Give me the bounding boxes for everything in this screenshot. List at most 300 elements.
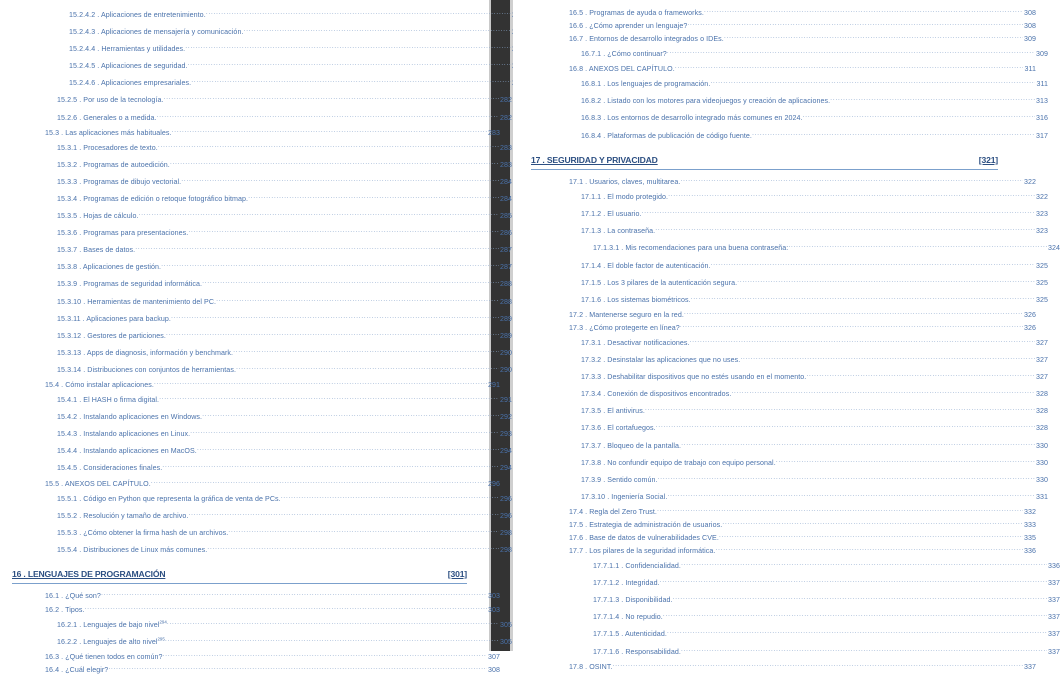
toc-entry[interactable] bbox=[531, 532, 1036, 545]
toc-leader-dots bbox=[613, 662, 1023, 669]
toc-leader-dots bbox=[85, 605, 487, 612]
toc-entry-page-number: 303 bbox=[487, 592, 500, 601]
toc-entry-label: 17.3 . ¿Cómo protegerte en línea? bbox=[569, 323, 680, 332]
toc-entry-label: 17.1.3 . La contraseña. bbox=[581, 227, 656, 236]
toc-entry-label: 17.1.6 . Los sistemas biométricos. bbox=[581, 295, 691, 304]
toc-leader-dots bbox=[233, 348, 499, 355]
toc-entry-page-number: 337 bbox=[1047, 630, 1060, 639]
toc-entry-page-number: 283 bbox=[499, 143, 512, 152]
toc-entry-label: 15.2.4.3 . Aplicaciones de mensajería y comunicación. bbox=[69, 28, 244, 37]
toc-leader-dots bbox=[737, 278, 1035, 285]
toc-entry-group-right-top bbox=[531, 7, 1048, 145]
toc-entry-label: 15.3.8 . Aplicaciones de gestión. bbox=[57, 263, 162, 272]
toc-entry-page-number: 324 bbox=[1047, 244, 1060, 253]
toc-leader-dots bbox=[190, 429, 499, 436]
toc-entry[interactable] bbox=[531, 309, 1036, 322]
toc-leader-dots bbox=[207, 545, 499, 552]
toc-entry[interactable] bbox=[531, 519, 1036, 532]
toc-entry-label: 15.3.1 . Procesadores de texto. bbox=[57, 143, 158, 152]
toc-leader-dots bbox=[157, 113, 499, 120]
toc-entry-page-number: 316 bbox=[1035, 114, 1048, 123]
toc-entry-page-number: 325 bbox=[1035, 278, 1048, 287]
toc-leader-dots bbox=[151, 479, 487, 486]
toc-entry-page-number: 287 bbox=[499, 263, 512, 272]
toc-entry[interactable] bbox=[12, 191, 512, 208]
toc-entry-page-number: 296 bbox=[499, 494, 512, 503]
toc-entry[interactable] bbox=[12, 259, 512, 276]
toc-entry[interactable] bbox=[12, 140, 512, 157]
toc-entry[interactable] bbox=[531, 110, 1048, 127]
toc-entry[interactable] bbox=[531, 292, 1048, 309]
toc-entry-page-number: 336 bbox=[1047, 562, 1060, 571]
toc-leader-dots bbox=[776, 458, 1035, 465]
toc-entry-page-number: 298 bbox=[499, 528, 512, 537]
toc-entry[interactable] bbox=[531, 258, 1048, 275]
toc-leader-dots bbox=[667, 492, 1035, 499]
toc-leader-dots bbox=[663, 612, 1047, 619]
toc-entry[interactable] bbox=[12, 491, 512, 508]
toc-entry-label: 17.1.5 . Los 3 pilares de la autenticación segura. bbox=[581, 278, 738, 287]
toc-entry-label: 16.8.4 . Plataformas de publicación de código fuente. bbox=[581, 131, 752, 140]
toc-leader-dots bbox=[830, 96, 1035, 103]
toc-entry-label: 17.7.1.6 . Responsabilidad. bbox=[593, 647, 681, 656]
toc-leader-dots bbox=[108, 665, 487, 672]
toc-leader-dots bbox=[667, 49, 1035, 56]
toc-right-column bbox=[531, 7, 1060, 674]
toc-entry-label: 17.2 . Mantenerse seguro en la red. bbox=[569, 310, 684, 319]
toc-entry-label: 15.4 . Cómo instalar aplicaciones. bbox=[45, 381, 154, 390]
toc-entry-label: 17.3.7 . Bloqueo de la pantalla. bbox=[581, 441, 682, 450]
toc-entry[interactable] bbox=[12, 276, 512, 293]
toc-entry-page-number: 330 bbox=[1035, 475, 1048, 484]
toc-leader-dots bbox=[752, 131, 1035, 138]
toc-entry-page-number: 336 bbox=[1023, 547, 1036, 556]
toc-left-column bbox=[12, 7, 512, 677]
toc-entry-label: 15.4.4 . Instalando aplicaciones en MacOS. bbox=[57, 447, 197, 456]
toc-entry[interactable] bbox=[531, 644, 1060, 661]
toc-entry-label: 15.3.13 . Apps de diagnosis, información y benchmark. bbox=[57, 348, 234, 357]
toc-entry[interactable] bbox=[531, 176, 1036, 189]
toc-entry[interactable] bbox=[531, 438, 1048, 455]
toc-entry-label: 17.7.1.1 . Confidencialidad. bbox=[593, 562, 681, 571]
toc-entry-label: 16.7 . Entornos de desarrollo integrados o IDEs. bbox=[569, 35, 724, 44]
toc-entry-page-number: 303 bbox=[487, 605, 500, 614]
toc-entry-page-number: 288 bbox=[499, 297, 512, 306]
toc-entry-page-number: 283 bbox=[499, 160, 512, 169]
toc-entry[interactable] bbox=[531, 661, 1036, 674]
toc-entry-label: 15.2.4.4 . Herramientas y utilidades. bbox=[69, 45, 186, 54]
toc-entry[interactable] bbox=[531, 76, 1048, 93]
toc-entry-page-number: 289 bbox=[499, 331, 512, 340]
toc-entry[interactable] bbox=[531, 93, 1048, 110]
toc-entry-label: 15.3.9 . Programas de seguridad informática. bbox=[57, 280, 203, 289]
toc-entry-label: 17.1.3.1 . Mis recomendaciones para una buena contraseña: bbox=[593, 244, 789, 253]
toc-entry-label: 16.7.1 . ¿Cómo continuar? bbox=[581, 50, 667, 59]
toc-entry-label: 16.2.1 . Lenguajes de bajo nivel$^{294}$ bbox=[57, 619, 167, 629]
toc-entry[interactable] bbox=[531, 489, 1048, 506]
toc-entry-page-number: 285 bbox=[499, 212, 512, 221]
toc-entry[interactable] bbox=[531, 420, 1048, 437]
toc-leader-dots bbox=[655, 226, 1035, 233]
toc-entry[interactable] bbox=[12, 478, 500, 491]
toc-leader-dots bbox=[158, 143, 499, 150]
toc-entry-page-number: 284 bbox=[499, 194, 512, 203]
toc-entry-page-number: 328 bbox=[1035, 390, 1048, 399]
toc-entry-page-number: 325 bbox=[1035, 295, 1048, 304]
toc-entry-page-number: 326 bbox=[1023, 310, 1036, 319]
toc-leader-dots bbox=[724, 34, 1023, 41]
toc-entry-page-number: 291 bbox=[487, 381, 500, 390]
toc-entry-label: 16.5 . Programas de ayuda o frameworks. bbox=[569, 9, 704, 17]
chapter-heading-16[interactable] bbox=[12, 567, 467, 585]
toc-entry-label: 17.3.1 . Desactivar notificaciones. bbox=[581, 338, 690, 347]
toc-leader-dots bbox=[660, 578, 1047, 585]
toc-entry[interactable] bbox=[12, 157, 512, 174]
chapter-heading-17-title: 17 . SEGURIDAD Y PRIVACIDAD bbox=[531, 154, 658, 165]
toc-leader-dots bbox=[171, 314, 499, 321]
toc-entry-label: 15.3.6 . Programas para presentaciones. bbox=[57, 229, 189, 238]
toc-entry-page-number: 337 bbox=[1047, 596, 1060, 605]
toc-entry-label: 16.2.2 . Lenguajes de alto nivel$^{295}$ bbox=[57, 636, 165, 646]
toc-entry-page-number: 283 bbox=[487, 128, 500, 137]
toc-entry-label: 17.7.1.3 . Disponibilidad. bbox=[593, 596, 673, 605]
toc-entry-page-number: 296 bbox=[499, 511, 512, 520]
toc-entry-page-number: 290 bbox=[499, 348, 512, 357]
toc-leader-dots bbox=[680, 323, 1023, 330]
toc-entry-page-number: 308 bbox=[487, 665, 500, 674]
toc-entry-label: 17.3.2 . Desinstalar las aplicaciones que no uses. bbox=[581, 356, 741, 365]
footnote-marker[interactable]: 295 bbox=[157, 636, 165, 642]
toc-entry[interactable] bbox=[12, 590, 500, 603]
toc-entry-page-number: 284 bbox=[499, 177, 512, 186]
toc-entry-page-number: 322 bbox=[1023, 178, 1036, 187]
toc-entry-label: 17.7.1.2 . Integridad. bbox=[593, 579, 660, 588]
toc-entry-label: 16.8.3 . Los entornos de desarrollo integrado más comunes en 2024. bbox=[581, 114, 803, 123]
toc-entry[interactable] bbox=[531, 20, 1036, 33]
toc-leader-dots bbox=[170, 160, 499, 167]
toc-entry-label: 15.3.4 . Programas de edición o retoque fotográfico bitmap. bbox=[57, 194, 249, 203]
toc-leader-dots bbox=[690, 338, 1035, 345]
toc-entry-page-number: 287 bbox=[499, 246, 512, 255]
toc-entry-group-left-bottom bbox=[12, 590, 512, 676]
toc-leader-dots bbox=[185, 44, 511, 51]
toc-leader-dots bbox=[667, 629, 1047, 636]
toc-leader-dots bbox=[710, 79, 1035, 86]
toc-entry-label: 15.3 . Las aplicaciones más habituales. bbox=[45, 128, 172, 137]
toc-leader-dots bbox=[722, 520, 1023, 527]
toc-entry[interactable] bbox=[531, 322, 1036, 335]
toc-leader-dots bbox=[228, 528, 499, 535]
toc-leader-dots bbox=[658, 475, 1035, 482]
toc-entry[interactable] bbox=[12, 242, 512, 259]
toc-leader-dots bbox=[206, 10, 511, 17]
chapter-heading-16-page: [301] bbox=[447, 568, 467, 579]
chapter-heading-16-title: 16 . LENGUAJES DE PROGRAMACIÓN bbox=[12, 568, 166, 579]
toc-entry[interactable] bbox=[531, 240, 1060, 257]
toc-leader-dots bbox=[668, 192, 1035, 199]
toc-entry-label: 16.3 . ¿Qué tienen todos en común? bbox=[45, 652, 163, 661]
toc-leader-dots bbox=[704, 8, 1023, 15]
toc-entry[interactable] bbox=[531, 403, 1048, 420]
toc-entry-page-number: 327 bbox=[1035, 373, 1048, 382]
toc-entry[interactable] bbox=[12, 294, 512, 311]
toc-entry[interactable] bbox=[12, 174, 512, 191]
toc-entry[interactable] bbox=[531, 369, 1048, 386]
toc-entry-label: 17.7 . Los pilares de la seguridad informática. bbox=[569, 547, 716, 556]
toc-entry-label: 17.4 . Regla del Zero Trust. bbox=[569, 507, 657, 516]
toc-entry-page-number: 322 bbox=[1035, 193, 1048, 202]
toc-entry-page-number: 328 bbox=[1035, 424, 1048, 433]
toc-entry[interactable] bbox=[531, 206, 1048, 223]
toc-entry-label: 17.6 . Base de datos de vulnerabilidades CVE. bbox=[569, 533, 719, 542]
toc-entry-label: 16.8.1 . Los lenguajes de programación. bbox=[581, 80, 711, 89]
toc-entry-page-number: 307 bbox=[487, 652, 500, 661]
toc-entry[interactable] bbox=[12, 225, 512, 242]
toc-entry-label: 15.2.4.5 . Aplicaciones de seguridad. bbox=[69, 62, 188, 71]
toc-leader-dots bbox=[139, 211, 499, 218]
toc-entry[interactable] bbox=[12, 328, 512, 345]
toc-entry-label: 16.4 . ¿Cuál elegir? bbox=[45, 665, 109, 674]
toc-leader-dots bbox=[687, 21, 1023, 28]
toc-entry[interactable] bbox=[531, 223, 1048, 240]
toc-leader-dots bbox=[681, 647, 1047, 654]
toc-entry[interactable] bbox=[12, 392, 512, 409]
toc-entry-page-number: 305 bbox=[499, 620, 512, 629]
toc-entry[interactable] bbox=[12, 311, 512, 328]
toc-leader-dots bbox=[159, 395, 499, 402]
toc-leader-dots bbox=[165, 637, 499, 644]
toc-entry-label: 15.3.14 . Distribuciones con conjuntos de herramientas. bbox=[57, 365, 236, 374]
toc-entry[interactable] bbox=[12, 41, 524, 58]
chapter-heading-17[interactable] bbox=[531, 153, 998, 171]
toc-entry-label: 17.3.5 . El antivirus. bbox=[581, 407, 645, 416]
toc-leader-dots bbox=[244, 27, 511, 34]
toc-entry[interactable] bbox=[12, 664, 500, 677]
toc-leader-dots bbox=[191, 78, 511, 85]
toc-entry-label: 15.5.1 . Código en Python que representa la gráfica de venta de PCs. bbox=[57, 494, 281, 503]
toc-entry[interactable] bbox=[12, 58, 524, 75]
toc-entry[interactable] bbox=[12, 75, 524, 92]
toc-entry-label: 16.6 . ¿Cómo aprender un lenguaje? bbox=[569, 22, 688, 31]
toc-entry[interactable] bbox=[12, 604, 500, 617]
toc-entry[interactable] bbox=[12, 345, 512, 362]
toc-leader-dots bbox=[216, 297, 499, 304]
toc-entry[interactable] bbox=[531, 609, 1060, 626]
toc-entry-label: 15.3.7 . Bases de datos. bbox=[57, 246, 136, 255]
toc-entry-label: 15.3.5 . Hojas de cálculo. bbox=[57, 212, 139, 221]
toc-leader-dots bbox=[154, 380, 487, 387]
toc-entry-label: 15.3.11 . Aplicaciones para backup. bbox=[57, 314, 171, 323]
toc-leader-dots bbox=[181, 177, 499, 184]
toc-leader-dots bbox=[161, 262, 499, 269]
toc-entry[interactable] bbox=[12, 542, 512, 559]
toc-entry-label: 17.3.4 . Conexión de dispositivos encontrados. bbox=[581, 390, 732, 399]
toc-leader-dots bbox=[656, 423, 1035, 430]
toc-entry[interactable] bbox=[12, 508, 512, 525]
toc-entry-page-number: 311 bbox=[1024, 65, 1036, 74]
toc-entry-page-number: 335 bbox=[1023, 533, 1036, 542]
toc-entry-label: 15.2.4.6 . Aplicaciones empresariales. bbox=[69, 79, 192, 88]
toc-entry-page-number: 330 bbox=[1035, 441, 1048, 450]
toc-leader-dots bbox=[188, 511, 499, 518]
toc-entry[interactable] bbox=[12, 426, 512, 443]
toc-entry[interactable] bbox=[12, 7, 524, 24]
toc-entry-label: 15.2.5 . Por uso de la tecnología. bbox=[57, 96, 164, 105]
toc-entry-page-number: 293 bbox=[499, 430, 512, 439]
toc-leader-dots bbox=[162, 463, 499, 470]
left-page bbox=[0, 0, 512, 674]
toc-leader-dots bbox=[197, 446, 499, 453]
toc-entry-label: 15.4.1 . El HASH o firma digital. bbox=[57, 396, 160, 405]
toc-leader-dots bbox=[788, 243, 1047, 250]
toc-entry[interactable] bbox=[12, 651, 500, 664]
toc-leader-dots bbox=[164, 95, 499, 102]
toc-entry[interactable] bbox=[531, 386, 1048, 403]
toc-entry-label: 15.4.2 . Instalando aplicaciones en Windows. bbox=[57, 413, 203, 422]
toc-entry-page-number: 308 bbox=[1023, 9, 1036, 17]
toc-entry[interactable] bbox=[12, 362, 512, 379]
toc-entry-label: 15.4.5 . Consideraciones finales. bbox=[57, 464, 163, 473]
toc-entry-page-number: 288 bbox=[499, 280, 512, 289]
toc-entry[interactable] bbox=[531, 33, 1036, 46]
toc-entry[interactable] bbox=[12, 460, 512, 477]
toc-entry[interactable] bbox=[531, 626, 1060, 643]
toc-entry-label: 16.2 . Tipos. bbox=[45, 605, 85, 614]
toc-entry[interactable] bbox=[531, 128, 1048, 145]
toc-entry-page-number: 331 bbox=[1035, 492, 1048, 501]
toc-entry[interactable] bbox=[12, 409, 512, 426]
toc-entry[interactable] bbox=[12, 127, 500, 140]
toc-entry-label: 15.2.6 . Generales o a medida. bbox=[57, 113, 157, 122]
toc-leader-dots bbox=[806, 372, 1035, 379]
toc-entry-page-number: 309 bbox=[1023, 35, 1036, 44]
toc-leader-dots bbox=[236, 365, 499, 372]
toc-leader-dots bbox=[135, 245, 499, 252]
toc-entry[interactable] bbox=[12, 24, 524, 41]
toc-entry-page-number: 286 bbox=[499, 229, 512, 238]
toc-entry[interactable] bbox=[12, 443, 512, 460]
footnote-marker[interactable]: 294 bbox=[159, 619, 167, 625]
toc-entry-label: 17.3.6 . El cortafuegos. bbox=[581, 424, 656, 433]
toc-entry[interactable] bbox=[531, 558, 1060, 575]
toc-entry[interactable] bbox=[12, 379, 500, 392]
toc-leader-dots bbox=[163, 652, 487, 659]
toc-entry-label: 15.3.2 . Programas de autoedición. bbox=[57, 160, 170, 169]
toc-leader-dots bbox=[740, 355, 1035, 362]
toc-leader-dots bbox=[657, 507, 1023, 514]
toc-leader-dots bbox=[691, 295, 1035, 302]
toc-leader-dots bbox=[202, 279, 499, 286]
toc-entry-page-number: 337 bbox=[1047, 647, 1060, 656]
toc-entry-label: 15.3.12 . Gestores de particiones. bbox=[57, 331, 166, 340]
toc-entry-page-number: 337 bbox=[1047, 579, 1060, 588]
toc-entry[interactable] bbox=[531, 592, 1060, 609]
toc-entry[interactable] bbox=[531, 275, 1048, 292]
toc-entry[interactable] bbox=[12, 525, 512, 542]
toc-entry[interactable] bbox=[531, 189, 1048, 206]
toc-leader-dots bbox=[711, 261, 1035, 268]
toc-entry-page-number: 337 bbox=[1047, 613, 1060, 622]
toc-entry-page-number: 298 bbox=[499, 545, 512, 554]
toc-entry-label: 15.2.4.2 . Aplicaciones de entretenimiento. bbox=[69, 11, 206, 19]
toc-entry[interactable] bbox=[12, 208, 512, 225]
toc-leader-dots bbox=[803, 113, 1035, 120]
toc-entry-page-number: 326 bbox=[1023, 323, 1036, 332]
toc-entry-label: 15.3.3 . Programas de dibujo vectorial. bbox=[57, 177, 182, 186]
toc-entry[interactable] bbox=[12, 92, 512, 109]
toc-entry-page-number: 282 bbox=[499, 113, 512, 122]
toc-leader-dots bbox=[680, 177, 1023, 184]
toc-entry-label: 16.1 . ¿Qué son? bbox=[45, 592, 101, 601]
toc-entry-page-number: 330 bbox=[1035, 458, 1048, 467]
toc-entry[interactable] bbox=[12, 110, 512, 127]
toc-leader-dots bbox=[202, 412, 499, 419]
toc-entry-group-right-bottom bbox=[531, 176, 1060, 674]
toc-entry-page-number: 325 bbox=[1035, 261, 1048, 270]
toc-entry-page-number: 323 bbox=[1035, 227, 1048, 236]
toc-entry-label: 17.3.3 . Deshabilitar dispositivos que no estés usando en el momento. bbox=[581, 373, 807, 382]
toc-entry[interactable] bbox=[531, 455, 1048, 472]
toc-leader-dots bbox=[167, 620, 499, 627]
toc-entry-label: 15.3.10 . Herramientas de mantenimiento del PC. bbox=[57, 297, 217, 306]
toc-entry-page-number: 333 bbox=[1023, 520, 1036, 529]
toc-entry-page-number: 317 bbox=[1035, 131, 1048, 140]
toc-entry-label: 15.5 . ANEXOS DEL CAPÍTULO. bbox=[45, 479, 151, 488]
toc-entry[interactable] bbox=[531, 46, 1048, 63]
toc-entry-label: 15.5.3 . ¿Cómo obtener la firma hash de un archivos. bbox=[57, 528, 229, 537]
toc-leader-dots bbox=[645, 406, 1035, 413]
chapter-heading-17-page: [321] bbox=[978, 154, 998, 165]
toc-leader-dots bbox=[675, 64, 1024, 71]
toc-entry-page-number: 323 bbox=[1035, 210, 1048, 219]
toc-entry-page-number: 294 bbox=[499, 464, 512, 473]
toc-entry-page-number: 337 bbox=[1023, 662, 1036, 671]
toc-leader-dots bbox=[166, 331, 499, 338]
toc-entry-page-number: 282 bbox=[499, 96, 512, 105]
toc-entry[interactable] bbox=[531, 63, 1036, 76]
toc-entry[interactable] bbox=[531, 545, 1036, 558]
toc-entry[interactable] bbox=[531, 352, 1048, 369]
toc-entry-page-number: 313 bbox=[1035, 97, 1048, 106]
toc-entry[interactable] bbox=[12, 634, 512, 651]
toc-entry[interactable] bbox=[12, 617, 512, 634]
toc-entry-label: 17.1.2 . El usuario. bbox=[581, 210, 642, 219]
toc-entry[interactable] bbox=[531, 506, 1036, 519]
toc-leader-dots bbox=[731, 389, 1035, 396]
toc-leader-dots bbox=[684, 310, 1023, 317]
toc-entry[interactable] bbox=[531, 7, 1036, 20]
toc-entry[interactable] bbox=[531, 335, 1048, 352]
toc-entry-page-number: 308 bbox=[1023, 22, 1036, 31]
toc-entry[interactable] bbox=[531, 472, 1048, 489]
right-page bbox=[513, 0, 1060, 671]
toc-leader-dots bbox=[719, 533, 1023, 540]
toc-entry-page-number: 327 bbox=[1035, 356, 1048, 365]
toc-entry-page-number: 290 bbox=[499, 365, 512, 374]
toc-entry-label: 15.4.3 . Instalando aplicaciones en Linux. bbox=[57, 430, 191, 439]
toc-entry-label: 17.7.1.4 . No repudio. bbox=[593, 613, 663, 622]
toc-entry-label: 16.8.2 . Listado con los motores para videojuegos y creación de aplicaciones. bbox=[581, 97, 831, 106]
toc-entry-label: 17.7.1.5 . Autenticidad. bbox=[593, 630, 667, 639]
toc-entry-page-number: 292 bbox=[499, 413, 512, 422]
toc-entry-page-number: 294 bbox=[499, 447, 512, 456]
toc-leader-dots bbox=[715, 546, 1022, 553]
toc-entry-group-left-top bbox=[12, 7, 512, 559]
toc-entry[interactable] bbox=[531, 575, 1060, 592]
toc-leader-dots bbox=[172, 128, 487, 135]
toc-leader-dots bbox=[673, 595, 1047, 602]
toc-entry-page-number: 332 bbox=[1023, 507, 1036, 516]
